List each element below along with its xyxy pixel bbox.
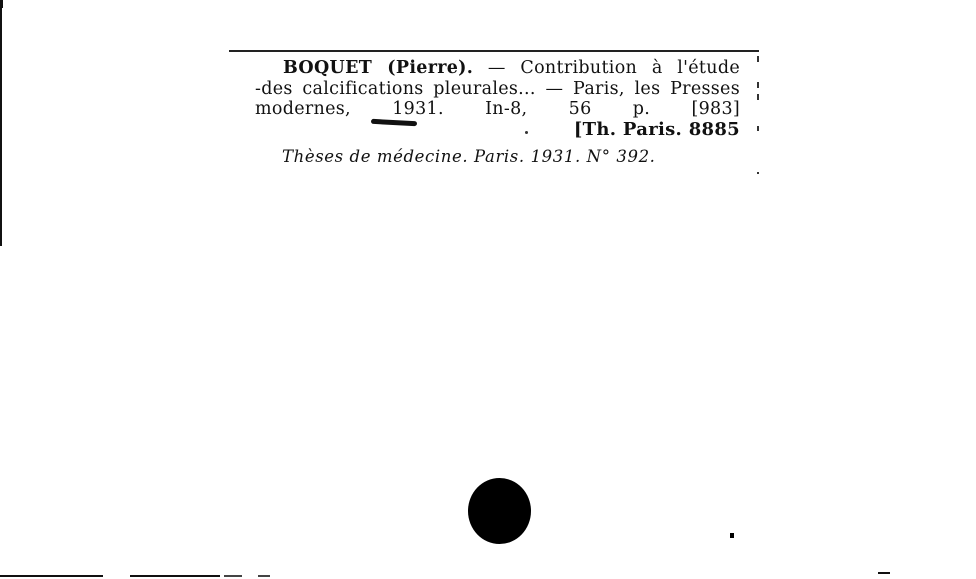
bibliographic-entry [255,58,740,140]
entry-line-1 [255,58,740,79]
bottom-edge-rule [878,572,890,574]
entry-author: BOQUET (Pierre). [283,58,474,78]
entry-line-3: modernes, 1931. In-8, 56 p. [983] [255,99,740,119]
card-left-edge [0,8,2,246]
right-edge-marks [757,52,760,176]
entry-top-rule [229,50,759,52]
bottom-edge-rule [258,575,270,577]
entry-line-2: -des calcifications pleurales... — Paris, les Presses [255,78,740,99]
entry-title-start: — Contribution à l'étude [473,58,740,78]
bottom-edge-rule [224,575,242,577]
bottom-edge-rule [130,575,220,577]
ink-dot [525,131,528,134]
punch-hole [468,478,531,544]
series-note: Thèses de médecine. Paris. 1931. N° 392. [282,147,656,166]
entry-shelfmark: [Th. Paris. 8885 [573,118,740,140]
bottom-edge-rule [0,575,103,577]
ink-speck [730,533,734,538]
card-edge-tick [0,0,3,8]
